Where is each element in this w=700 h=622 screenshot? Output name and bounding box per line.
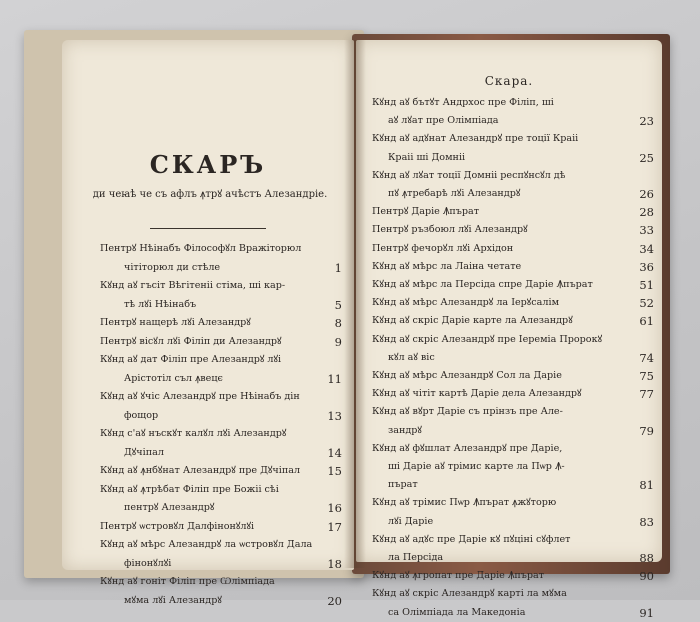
toc-entry-text: Кꙋнд аꙋ адꙋс пре Даріе кꙋ пꙋціні сꙋфлет — [372, 533, 571, 545]
toc-entry-text: фінонꙋлꙋі — [124, 557, 172, 569]
toc-entry-text: Кꙋнд аꙋ трімис Пѡр Ꙟпърат ꙟжꙋторю — [372, 497, 557, 509]
toc-entry-text: Кꙋнд аꙋ ꙟгропат пре Даріе Ꙟпърат — [372, 570, 545, 582]
book-gutter — [344, 40, 366, 568]
toc-page-number: 1 — [334, 260, 342, 275]
toc-page-number: 26 — [639, 187, 654, 202]
toc-entry — [372, 458, 654, 476]
title-rule — [150, 228, 266, 229]
left-page-title: СКАРЪ — [149, 150, 267, 179]
toc-page-number: 79 — [639, 423, 654, 438]
toc-entry — [372, 258, 654, 276]
toc-entry — [372, 94, 654, 112]
toc-entry — [100, 388, 342, 407]
toc-page-number: 77 — [639, 387, 654, 402]
toc-entry — [100, 592, 342, 611]
toc-page-number: 14 — [327, 445, 342, 460]
toc-entry — [372, 367, 654, 385]
toc-entry-text: ші Даріе аꙋ трімис карте ла Пѡр Ꙟ- — [388, 461, 565, 473]
toc-entry-text: Пентрꙋ ръзбоюл лꙋі Алезандрꙋ — [372, 224, 528, 236]
toc-page-number: 20 — [327, 593, 342, 608]
toc-entry-text: Дꙋчіпал — [124, 446, 164, 458]
toc-entry-text: Кꙋнд аꙋ ꙟнбꙋнат Алезандрꙋ пре Дꙋчіпал — [100, 465, 301, 476]
toc-entry-text: зандрꙋ — [388, 424, 422, 436]
toc-entry-text: фощор — [124, 409, 159, 421]
toc-entry — [372, 130, 654, 148]
toc-entry-text: аꙋ лꙋат пре Олімпіада — [388, 115, 499, 127]
toc-entry-text: Краіі ші Домніі — [388, 151, 466, 163]
toc-entry — [372, 403, 654, 421]
toc-page-number: 88 — [639, 551, 654, 566]
toc-page-number: 16 — [327, 501, 342, 515]
toc-entry — [100, 444, 342, 463]
toc-entry-text: чітіторюл ди стѣле — [124, 261, 221, 273]
toc-entry-text: са Олімпіада ла Македоніа — [388, 606, 526, 618]
toc-entry — [100, 314, 342, 333]
toc-entry-text: Кꙋнд аꙋ скріс Даріе карте ла Алезандрꙋ — [372, 315, 573, 327]
toc-entry — [100, 351, 342, 370]
toc-page-number: 75 — [639, 369, 654, 384]
toc-page-number: 9 — [334, 334, 342, 349]
toc-page-number: 36 — [639, 259, 654, 274]
toc-entry — [372, 112, 654, 130]
toc-entry — [372, 167, 654, 185]
toc-page-number: 23 — [639, 114, 654, 129]
toc-entry-text: лꙋі Даріе — [388, 515, 434, 527]
toc-entry — [372, 331, 654, 349]
toc-entry — [372, 567, 654, 585]
toc-entry — [372, 585, 654, 603]
toc-entry — [372, 422, 654, 440]
toc-entry-text: Пентрꙋ фечорꙋл лꙋі Архідон — [372, 242, 514, 254]
toc-entry-text: Кꙋнд аꙋ гоніт Філіп пре Ѡлімпіада — [100, 576, 275, 587]
toc-entry — [100, 518, 342, 537]
toc-entry — [372, 385, 654, 403]
toc-entry-text: пентрꙋ Алезандрꙋ — [124, 502, 215, 513]
toc-page-number: 51 — [639, 278, 654, 293]
toc-entry-text: Пентрꙋ Нѣінабъ Філософꙋл Вражіторюл — [100, 243, 302, 254]
toc-page-number: 52 — [639, 296, 654, 311]
toc-page-number: 18 — [327, 556, 342, 571]
toc-entry — [372, 494, 654, 512]
toc-entry — [372, 513, 654, 531]
toc-page-number: 25 — [639, 150, 654, 165]
toc-entry-text: Кꙋнд аꙋ мѣрс ла Персіда спре Даріе Ꙟпърат — [372, 279, 593, 291]
toc-entry-text: Кꙋнд с'аꙋ нъскꙋт калꙋл лꙋі Алезандрꙋ — [100, 428, 287, 439]
toc-entry-text: пърат — [388, 479, 418, 491]
toc-entry — [100, 573, 342, 592]
toc-entry — [100, 296, 342, 315]
toc-entry-text: пꙋ ꙟтребарѣ лꙋі Алезандрꙋ — [388, 188, 521, 200]
toc-entry — [100, 277, 342, 296]
toc-entry-text: тѣ лꙋі Нѣінабъ — [124, 298, 197, 310]
toc-entry — [372, 276, 654, 294]
toc-entry — [372, 549, 654, 567]
toc-entry-text: Кꙋнд аꙋ адꙋнат Алезандрꙋ пре тоції Краіі — [372, 133, 579, 145]
toc-page-number: 17 — [327, 519, 342, 534]
toc-entry-text: мꙋма лꙋі Алезандрꙋ — [124, 594, 222, 606]
toc-entry — [100, 370, 342, 389]
toc-entry — [100, 481, 342, 500]
toc-entry-text: Кꙋнд аꙋ мѣрс Алезандрꙋ ла ѡстровꙋл Дала — [100, 539, 313, 550]
toc-entry-text: Кꙋнд аꙋ скріс Алезандрꙋ карті ла мꙋма — [372, 588, 567, 600]
toc-entry-text: Кꙋнд аꙋ скріс Алезандрꙋ пре Іереміа Пророкꙋ — [372, 333, 603, 345]
toc-page-number: 74 — [639, 350, 654, 365]
toc-page-number: 83 — [639, 514, 654, 529]
toc-entry — [100, 499, 342, 518]
toc-entry-text: Кꙋнд аꙋ мѣрс Алезандрꙋ ла Іерꙋсалім — [372, 297, 560, 309]
right-page-title: Скара. — [484, 74, 534, 88]
toc-entry — [372, 440, 654, 458]
toc-entry — [100, 240, 342, 259]
toc-entry-text: Арістотіл съл ꙟвецє — [124, 372, 223, 384]
toc-entry-text: Кꙋнд аꙋ вꙋрт Даріе съ прінзъ пре Але- — [372, 406, 563, 418]
toc-entry — [372, 221, 654, 239]
toc-entry — [372, 604, 654, 622]
toc-entry-text: Пентрꙋ ѡстровꙋл Далфінонꙋлꙋі — [100, 520, 255, 532]
toc-entry-text: Кꙋнд аꙋ чітіт картѣ Даріе дела Алезандрꙋ — [372, 388, 582, 400]
toc-page-number: 8 — [334, 316, 342, 330]
toc-entry-text: Кꙋнд аꙋ ꙋчіс Алезандрꙋ пре Нѣінабъ дін — [100, 391, 300, 402]
toc-entry-text: Пентрꙋ нащерѣ лꙋі Алезандрꙋ — [100, 317, 251, 328]
toc-entry-text: Кꙋнд аꙋ фꙋшлат Алезандрꙋ пре Даріе, — [372, 442, 563, 454]
toc-entry — [100, 407, 342, 426]
toc-entry-text: Кꙋнд аꙋ мѣрс ла Лаіна четате — [372, 260, 522, 272]
toc-page-number: 61 — [639, 314, 654, 329]
toc-entry-text: Кꙋнд аꙋ ꙟтрѣбат Філіп пре Божіі сѣі — [100, 483, 279, 495]
toc-entry-text: Пентрꙋ Даріе Ꙟпърат — [372, 206, 480, 218]
toc-page-number: 33 — [639, 223, 654, 238]
toc-entry-text: Пентрꙋ вісꙋл лꙋі Філіп ди Алезандрꙋ — [100, 335, 282, 347]
toc-entry — [100, 462, 342, 481]
toc-page-number: 90 — [639, 569, 654, 584]
toc-entry — [100, 333, 342, 352]
toc-entry-text: кꙋл аꙋ віс — [388, 351, 435, 363]
toc-entry — [372, 294, 654, 312]
toc-entry — [372, 531, 654, 549]
toc-page-number: 13 — [327, 408, 342, 423]
toc-entry-text: Кꙋнд аꙋ мѣрс Алезандрꙋ Сол ла Даріе — [372, 370, 562, 382]
toc-entry — [372, 185, 654, 203]
toc-page-number: 11 — [327, 371, 342, 386]
toc-entry — [372, 149, 654, 167]
toc-entry — [372, 312, 654, 330]
toc-entry-text: ла Персіда — [388, 552, 444, 564]
left-toc-list — [100, 240, 342, 610]
toc-page-number: 34 — [639, 241, 654, 256]
right-toc-list — [372, 94, 654, 622]
toc-page-number: 91 — [639, 605, 654, 620]
toc-entry — [372, 203, 654, 221]
toc-page-number: 15 — [327, 464, 342, 478]
toc-entry — [100, 536, 342, 555]
toc-entry — [372, 349, 654, 367]
toc-entry-text: Кꙋнд аꙋ дат Філіп пре Алезандрꙋ лꙋі — [100, 354, 282, 365]
toc-entry — [100, 259, 342, 278]
toc-entry — [372, 240, 654, 258]
toc-page-number: 81 — [639, 478, 654, 493]
toc-entry — [100, 555, 342, 574]
toc-entry-text: Кꙋнд аꙋ гъсіт Вѣгітеніі стіма, ші кар- — [100, 280, 286, 291]
toc-page-number: 5 — [334, 297, 342, 312]
left-page-subtitle: ди чеꙗѣ че съ афлъ ꙟтрꙋ ачѣстъ Алезандріе. — [92, 189, 328, 200]
toc-entry-text: Кꙋнд аꙋ лꙋат тоції Домніі респꙋнсꙋл дѣ — [372, 169, 566, 181]
toc-entry — [100, 425, 342, 444]
toc-entry — [372, 476, 654, 494]
toc-page-number: 28 — [639, 205, 654, 220]
toc-entry-text: Кꙋнд аꙋ бътꙋт Андрхос пре Філіп, ші — [372, 97, 554, 108]
